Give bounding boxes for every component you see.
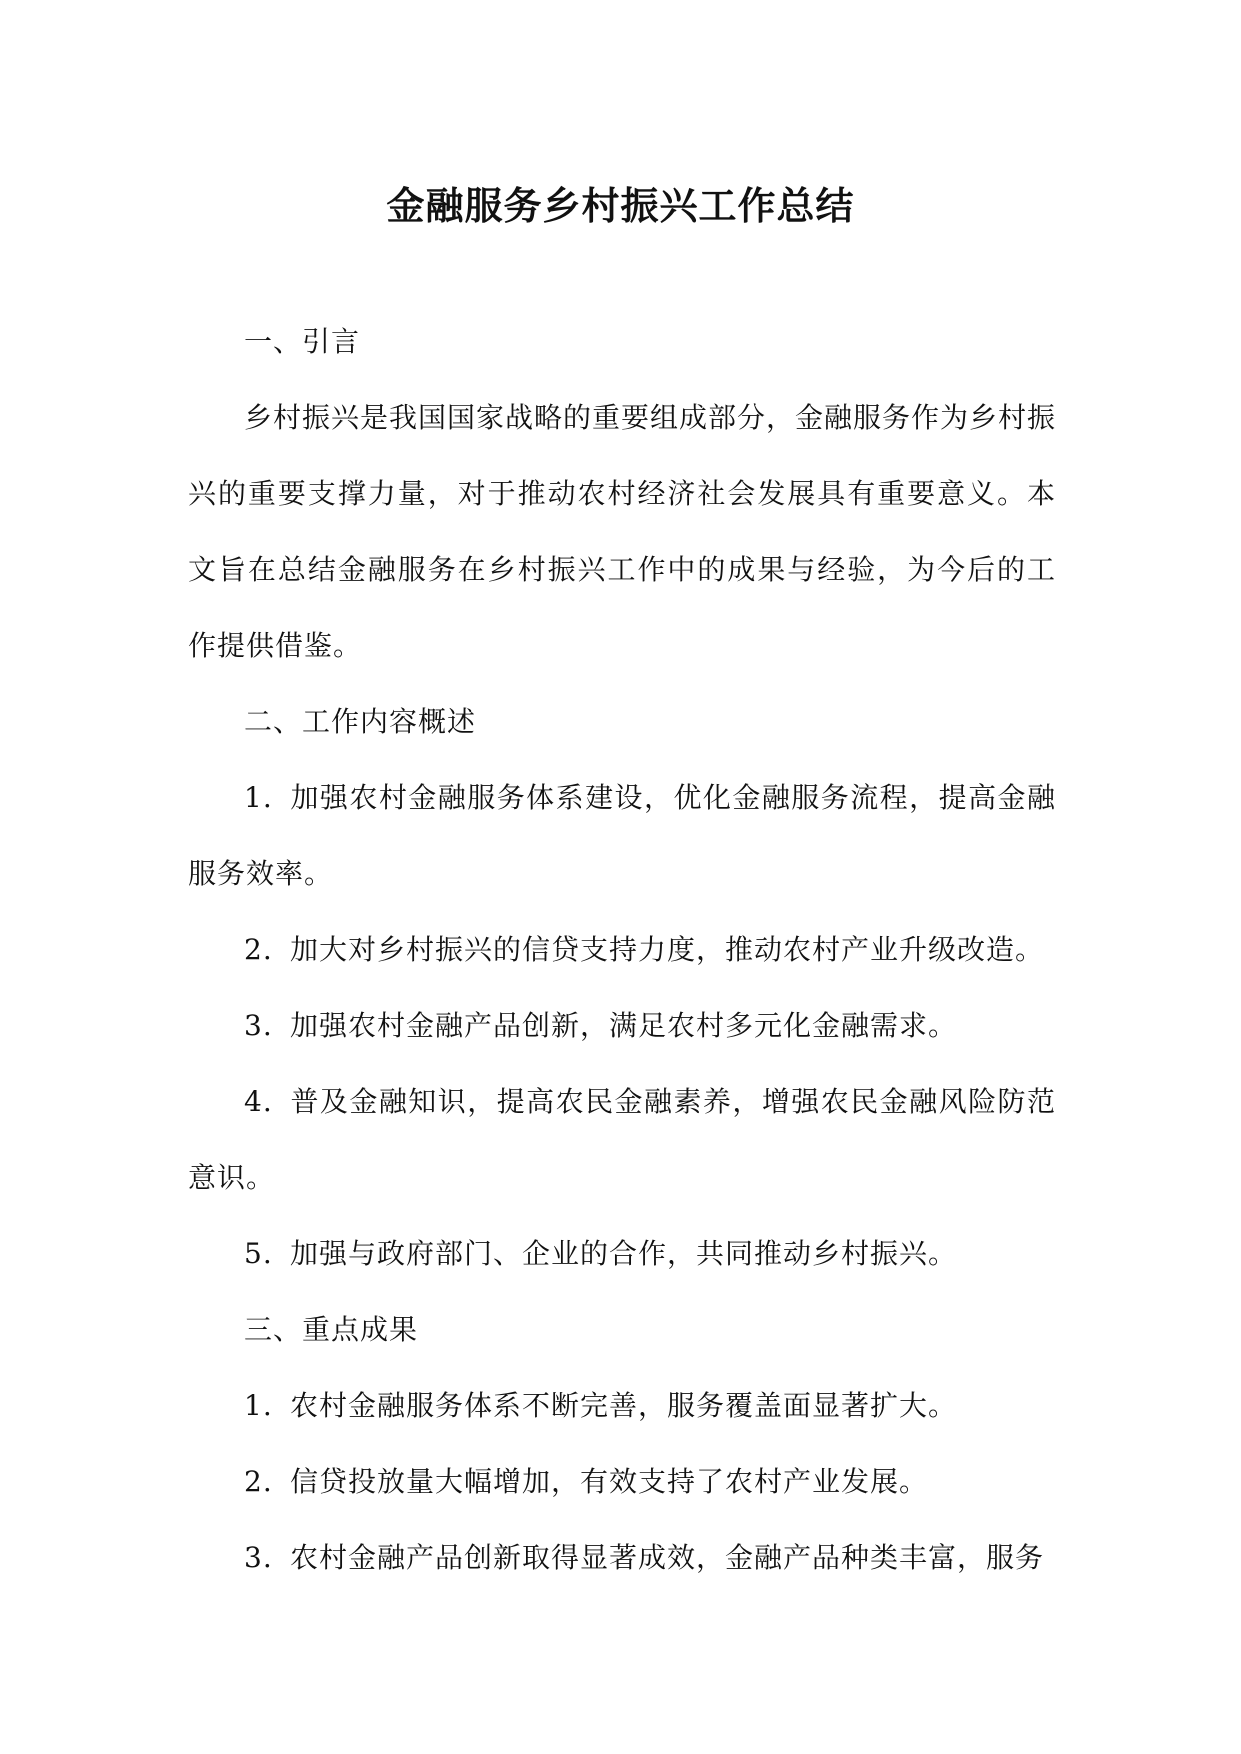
item-number: 3.	[244, 1009, 273, 1042]
overview-item	[188, 1064, 1056, 1216]
overview-item	[188, 912, 1056, 988]
results-item	[188, 1444, 1056, 1520]
item-number: 3.	[244, 1541, 273, 1574]
item-text: 加强与政府部门、企业的合作，共同推动乡村振兴。	[290, 1237, 958, 1270]
item-text: 加强农村金融服务体系建设，优化金融服务流程，提高金融服务效率。	[188, 781, 1056, 890]
item-number: 2.	[244, 933, 273, 966]
results-item	[188, 1520, 1056, 1596]
item-text: 信贷投放量大幅增加，有效支持了农村产业发展。	[290, 1465, 929, 1498]
overview-item	[188, 1216, 1056, 1292]
item-text: 普及金融知识，提高农民金融素养，增强农民金融风险防范意识。	[188, 1085, 1056, 1194]
overview-item	[188, 988, 1056, 1064]
item-number: 4.	[244, 1085, 273, 1118]
item-text: 农村金融服务体系不断完善，服务覆盖面显著扩大。	[290, 1389, 958, 1422]
item-text: 农村金融产品创新取得显著成效，金融产品种类丰富，服务	[290, 1541, 1045, 1574]
document-title: 金融服务乡村振兴工作总结	[386, 183, 855, 228]
item-text: 加强农村金融产品创新，满足农村多元化金融需求。	[290, 1009, 958, 1042]
section-heading-overview: 二、工作内容概述	[244, 705, 477, 738]
section-heading-intro: 一、引言	[244, 325, 361, 358]
item-number: 5.	[244, 1237, 273, 1270]
item-number: 1.	[244, 781, 273, 814]
item-number: 1.	[244, 1389, 273, 1422]
item-text: 加大对乡村振兴的信贷支持力度，推动农村产业升级改造。	[290, 933, 1045, 966]
overview-item	[188, 760, 1056, 912]
section-heading-results: 三、重点成果	[244, 1313, 419, 1346]
item-number: 2.	[244, 1465, 273, 1498]
document-body	[188, 304, 1056, 1596]
results-item	[188, 1368, 1056, 1444]
intro-paragraph: 乡村振兴是我国国家战略的重要组成部分，金融服务作为乡村振兴的重要支撑力量，对于推动农村经济社会发展具有重要意义。本文旨在总结金融服务在乡村振兴工作中的成果与经验，为今后的工作提供借鉴。	[188, 401, 1057, 662]
